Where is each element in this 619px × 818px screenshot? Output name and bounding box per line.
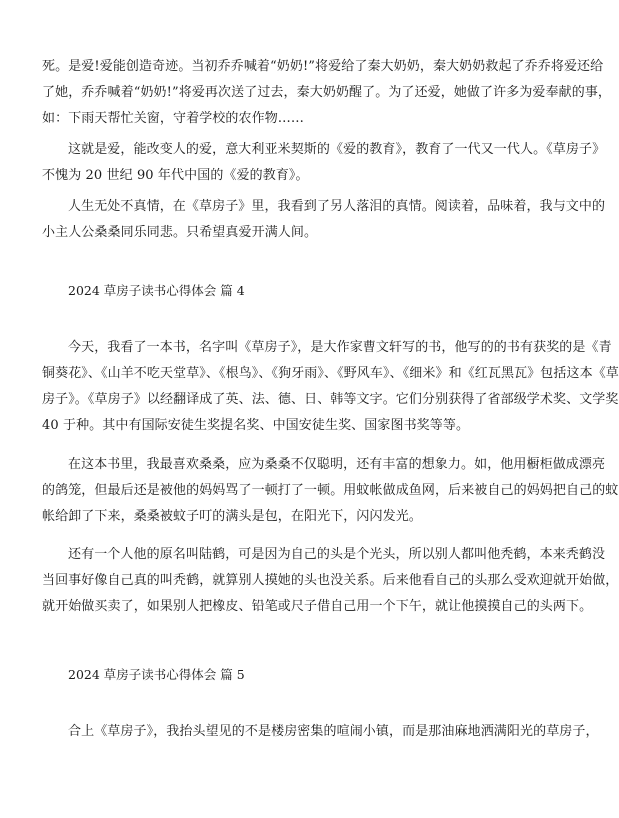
paragraph-line: 不愧为 20 世纪 90 年代中国的《爱的教育》。	[42, 168, 309, 183]
paragraph-line: 就开始做买卖了，如果别人把橡皮、铅笔或尺子借自己用一个下午，就让他摸摸自己的头两下。	[42, 599, 593, 614]
paragraph-line: 还有一个人他的原名叫陆鹤，可是因为自己的头是个光头，所以别人都叫他秃鹤，本来秃鹤没	[68, 547, 606, 562]
paragraph-line: 合上《草房子》，我抬头望见的不是楼房密集的喧闹小镇，而是那油麻地洒满阳光的草房子，	[68, 724, 599, 739]
paragraph-line: 今天，我看了一本书，名字叫《草房子》，是大作家曹文轩写的书，他写的的书有获奖的是《青	[68, 340, 612, 355]
paragraph-line: 当回事好像自己真的叫秃鹤，就算别人摸她的头也没关系。后来他看自己的头那么受欢迎就开始做，	[42, 573, 619, 588]
paragraph-line: 房子》。《草房子》以经翻译成了英、法、德、日、韩等文字。它们分别获得了省部级学术奖、文学奖	[42, 392, 619, 407]
paragraph-line: 如：下雨天帮忙关窗，守着学校的农作物……	[42, 111, 305, 126]
paragraph-line: 铜葵花》、《山羊不吃天堂草》、《根鸟》、《狗牙雨》、《野风车》、《细米》和《红瓦黑瓦》包括这本《草	[42, 366, 619, 381]
paragraph-line: 死。是爱!爱能创造奇迹。当初乔乔喊着“奶奶!”将爱给了秦大奶奶，秦大奶奶救起了乔乔将爱还给	[42, 59, 604, 74]
paragraph-line: 了她，乔乔喊着“奶奶!”将爱再次送了过去，秦大奶奶醒了。为了还爱，她做了许多为爱奉献的事，	[42, 85, 612, 100]
paragraph-line: 在这本书里，我最喜欢桑桑，应为桑桑不仅聪明，还有丰富的想象力。如，他用橱柜做成漂亮	[68, 457, 606, 472]
paragraph-line: 这就是爱，能改变人的爱，意大利亚米契斯的《爱的教育》，教育了一代又一代人。《草房子》	[68, 142, 606, 157]
paragraph-line: 的鸽笼，但最后还是被他的妈妈骂了一顿打了一顿。用蚊帐做成鱼网，后来被自己的妈妈把自己的蚊	[42, 483, 619, 498]
section-heading: 2024 草房子读书心得体会 篇 5	[68, 667, 245, 682]
paragraph-line: 人生无处不真情，在《草房子》里，我看到了另人落泪的真情。阅读着，品味着，我与文中的	[68, 199, 606, 214]
paragraph-line: 帐给卸了下来，桑桑被蚊子叮的满头是包，在阳光下，闪闪发光。	[42, 509, 422, 524]
section-heading: 2024 草房子读书心得体会 篇 4	[68, 283, 245, 298]
paragraph-line: 小主人公桑桑同乐同悲。只希望真爱开满人间。	[42, 225, 318, 240]
paragraph-line: 40 于种。其中有国际安徒生奖提名奖、中国安徒生奖、国家图书奖等等。	[42, 418, 470, 433]
